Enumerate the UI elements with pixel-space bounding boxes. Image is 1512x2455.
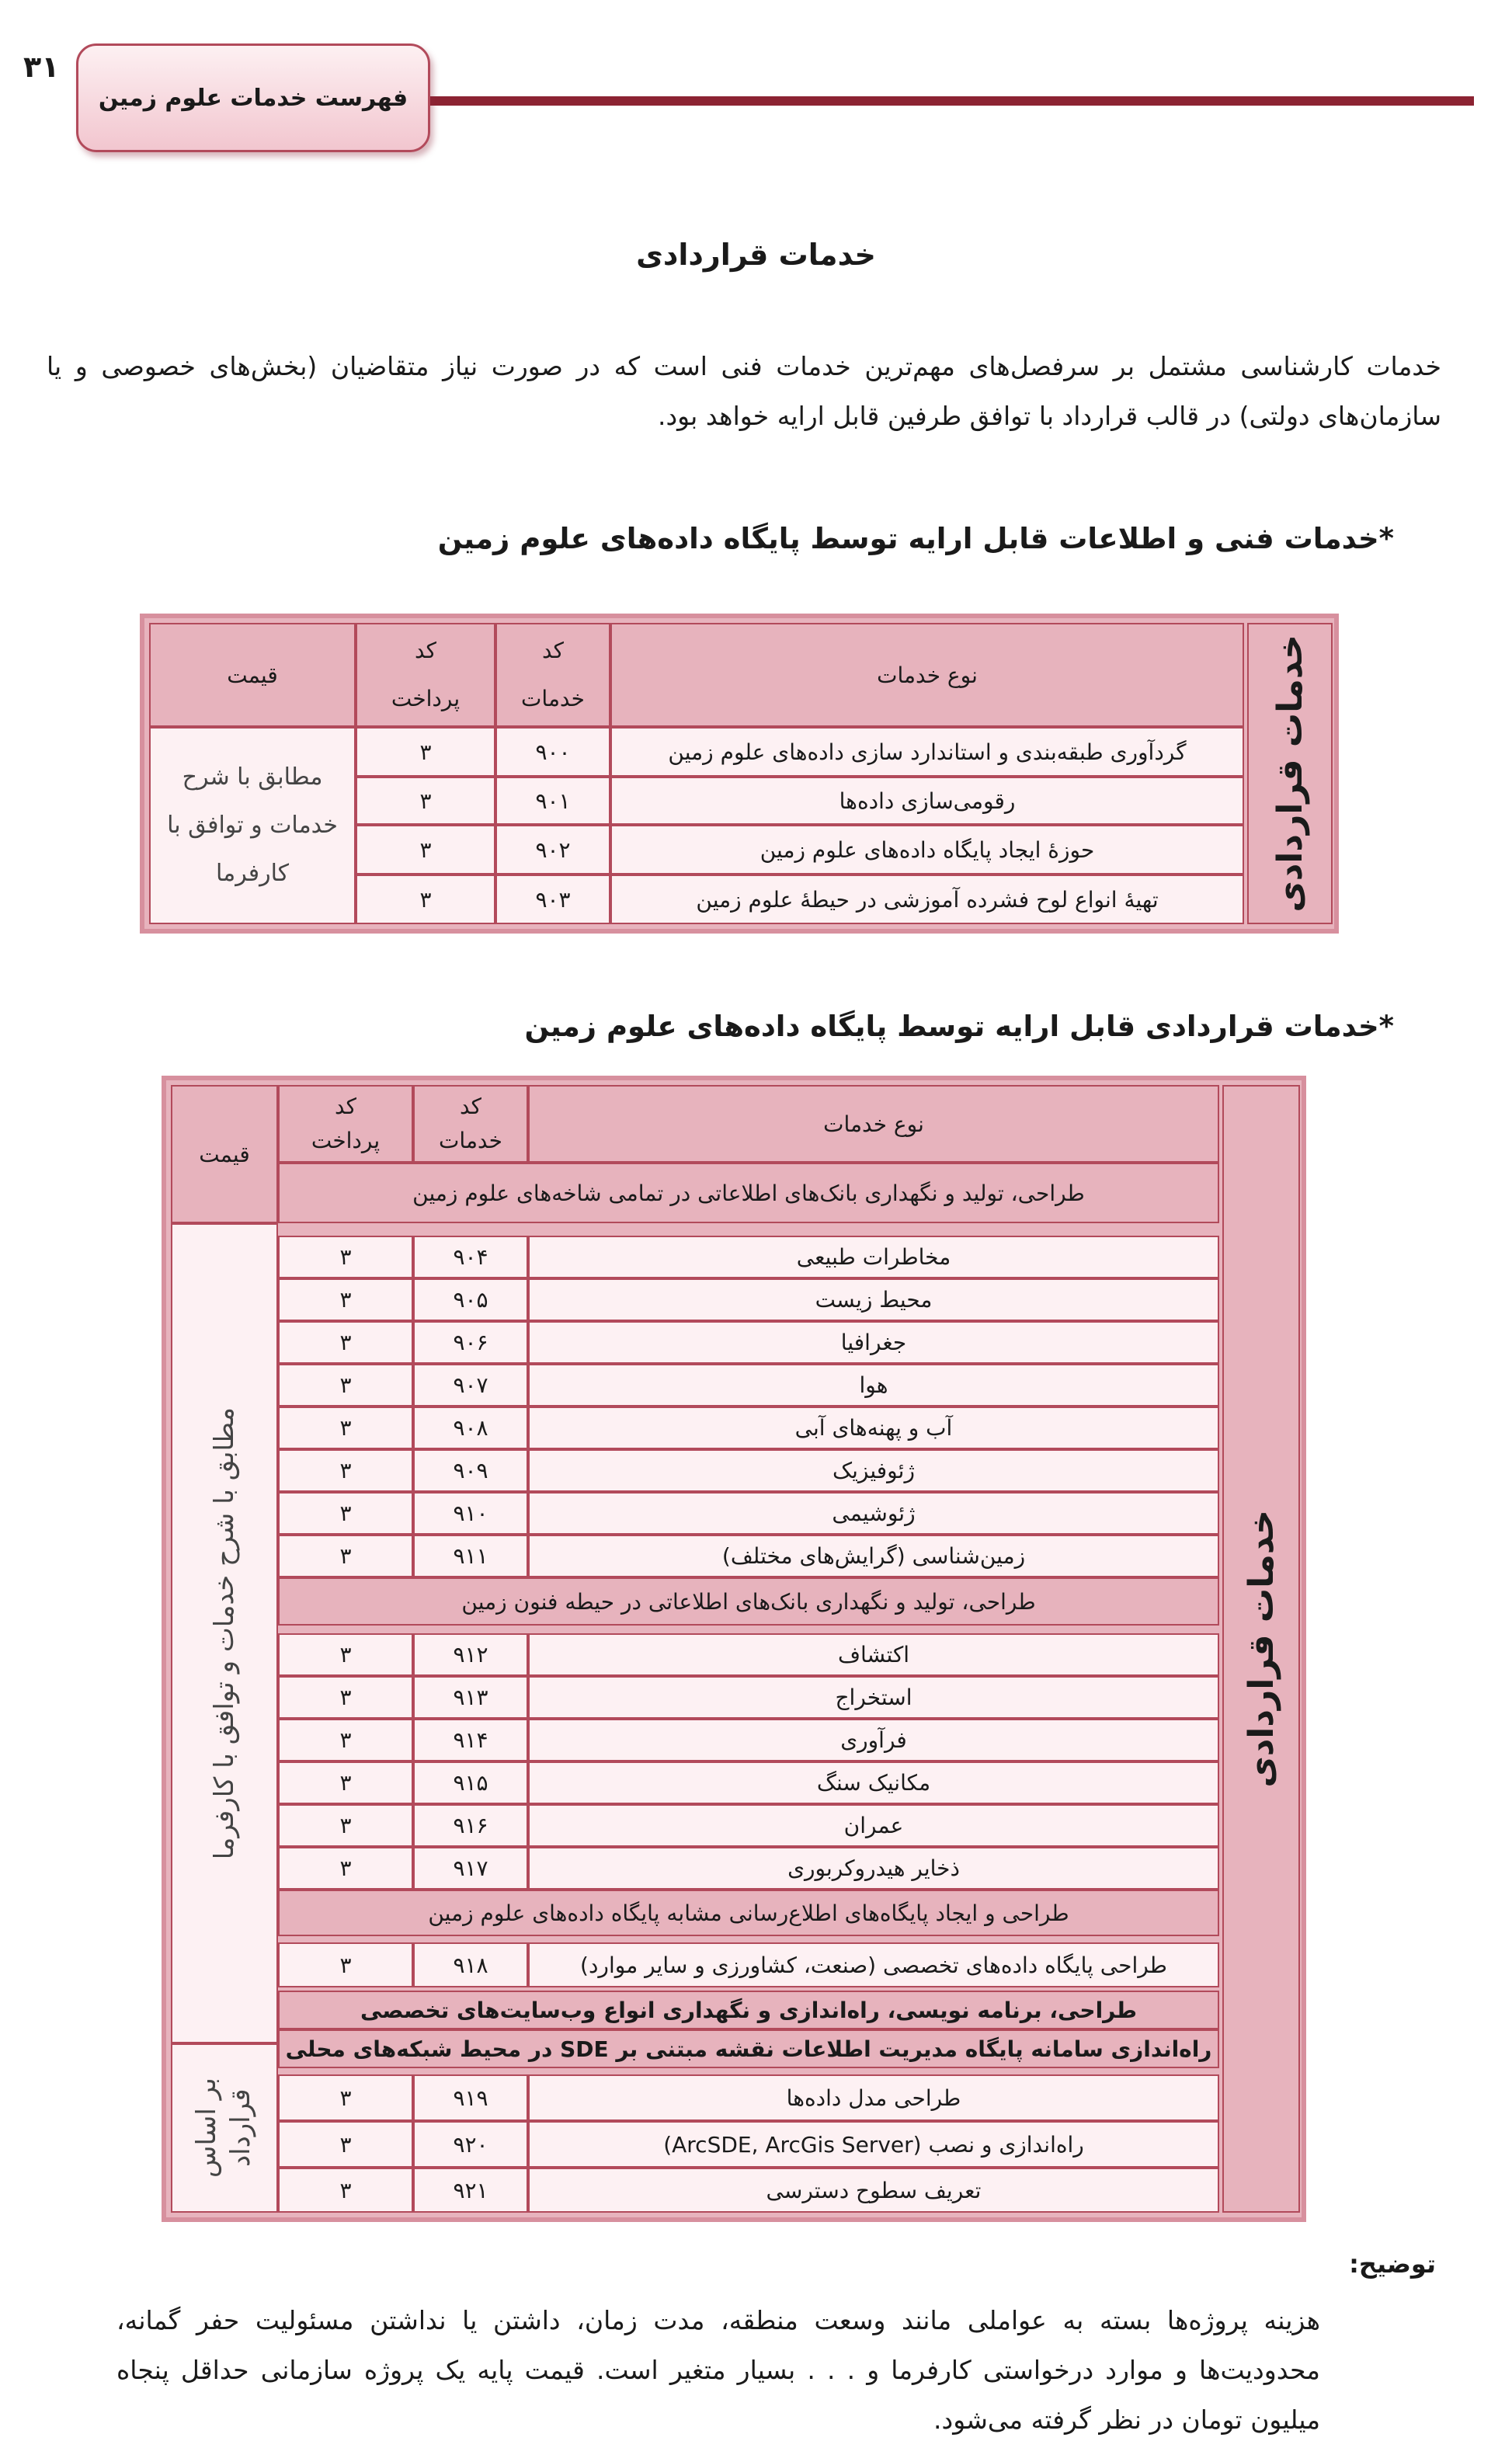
table2-price-contract-cell [171,2043,278,2213]
table2-row-code: ۹۰۹ [413,1449,528,1492]
table2-row-code: ۹۰۶ [413,1321,528,1364]
table2-row-code: ۹۰۴ [413,1236,528,1278]
table2-row-code: ۹۱۱ [413,1535,528,1577]
table2-row-pay: ۳ [278,2074,413,2121]
header-rule [419,96,1474,106]
table2-row-code: ۹۱۰ [413,1492,528,1535]
table2-side-label: خدمات قراردادی [1241,1510,1281,1788]
table1-price-note: مطابق با شرح خدمات و توافق با کارفرما [149,727,356,924]
table2-row-pay: ۳ [278,1321,413,1364]
table2-row-service: هوا [528,1364,1219,1407]
table2-row-pay: ۳ [278,1719,413,1761]
table2-row-service: ژئوفیزیک [528,1449,1219,1492]
table2-row-service: تعریف سطوح دسترسی [528,2168,1219,2213]
table1-row-code: ۹۰۱ [495,777,610,825]
table2-row-service: اکتشاف [528,1633,1219,1676]
table2-group1-title: طراحی، تولید و نگهداری بانک‌های اطلاعاتی در تمامی شاخه‌های علوم زمین [278,1163,1219,1223]
table2-row-pay: ۳ [278,2121,413,2168]
table2-row-service: محیط زیست [528,1278,1219,1321]
table1-row-service: حوزهٔ ایجاد پایگاه داده‌های علوم زمین [610,825,1244,875]
table2-row-service: عمران [528,1804,1219,1847]
table1-row-code: ۹۰۰ [495,727,610,777]
table2-row-service: مکانیک سنگ [528,1761,1219,1804]
table2-row-pay: ۳ [278,1633,413,1676]
table2-row-service: استخراج [528,1676,1219,1719]
table2-row-service: فرآوری [528,1719,1219,1761]
table1-col-price: قیمت [149,623,356,727]
table1-side-label: خدمات قراردادی [1270,635,1310,913]
section-title: خدمات قراردادی [636,238,876,272]
table1-row-pay: ۳ [356,727,495,777]
table1-heading: *خدمات فنی و اطلاعات قابل ارایه توسط پایگاه داده‌های علوم زمین [437,522,1394,555]
header-tab: فهرست خدمات علوم زمین [76,43,430,152]
table2-col-payment-code: کد پرداخت [278,1085,413,1163]
table2-row-service: راه‌اندازی و نصب (ArcSDE, ArcGis Server) [528,2121,1219,2168]
table1-col-service-type: نوع خدمات [610,623,1244,727]
table2-row-pay: ۳ [278,1942,413,1987]
page-number: ۳۱ [23,50,60,84]
table1-row-code: ۹۰۲ [495,825,610,875]
notes-title: توضیح: [1349,2249,1436,2279]
table2-row-code: ۹۰۷ [413,1364,528,1407]
table2-row-pay: ۳ [278,1847,413,1890]
table2-row-code: ۹۱۹ [413,2074,528,2121]
table2-row-code: ۹۲۰ [413,2121,528,2168]
notes-body: هزینه پروژه‌ها بسته به عواملی مانند وسعت منطقه، مدت زمان، داشتن یا نداشتن مسئولیت حفر گمانه، محدودیت‌ها و موارد درخواستی کارفرما و . . . بسیار متغیر است. قیمت پایه یک پروژه سازمانی حداقل پنجاه میلیون تومان در نظر گرفته می‌شود. [116,2305,1320,2435]
table1-row-service: رقومی‌سازی داده‌ها [610,777,1244,825]
table2-row-code: ۹۰۵ [413,1278,528,1321]
table1-row-pay: ۳ [356,777,495,825]
table2-side-label-cell [1222,1085,1300,2213]
table2-heading: *خدمات قراردادی قابل ارایه توسط پایگاه داده‌های علوم زمین [524,1010,1394,1043]
table2-row-pay: ۳ [278,1449,413,1492]
table1-row-service: تهیهٔ انواع لوح فشرده آموزشی در حیطهٔ علوم زمین [610,875,1244,924]
table2-row-pay: ۳ [278,1535,413,1577]
table2-row-pay: ۳ [278,1676,413,1719]
table2-row-code: ۹۱۳ [413,1676,528,1719]
table2-row-code: ۹۱۴ [413,1719,528,1761]
table2-col-service-code: کد خدمات [413,1085,528,1163]
table2-row-code: ۹۱۲ [413,1633,528,1676]
table2-col-service-type: نوع خدمات [528,1085,1219,1163]
table1-row-pay: ۳ [356,825,495,875]
table2-row-pay: ۳ [278,1492,413,1535]
table2-row-pay: ۳ [278,1278,413,1321]
table2-row-pay: ۳ [278,1761,413,1804]
table2-row-service: طراحی مدل داده‌ها [528,2074,1219,2121]
table2-row-service: مخاطرات طبیعی [528,1236,1219,1278]
table2-group3-title: طراحی و ایجاد پایگاه‌های اطلاع‌رسانی مشابه پایگاه داده‌های علوم زمین [278,1890,1219,1936]
table1-row-service: گردآوری طبقه‌بندی و استاندارد سازی داده‌های علوم زمین [610,727,1244,777]
table2-row-code: ۹۱۸ [413,1942,528,1987]
intro-paragraph: خدمات کارشناسی مشتمل بر سرفصل‌های مهم‌ترین خدمات فنی است که در صورت نیاز متقاضیان (بخش‌های خصوصی و یا سازمان‌های دولتی) در قالب قرارداد با توافق طرفین قابل ارایه خواهد بود. [47,351,1441,431]
table2 [162,1076,1306,2222]
table2-group4-title: طراحی، برنامه نویسی، راه‌اندازی و نگهداری انواع وب‌سایت‌های تخصصی [278,1991,1219,2029]
table2-row-service: جغرافیا [528,1321,1219,1364]
table1 [140,614,1339,934]
table2-price-contract: بر اساس قرارداد [191,2078,256,2179]
table1-col-payment-code: کد پرداخت [356,623,495,727]
table2-row-code: ۹۲۱ [413,2168,528,2213]
table2-row-code: ۹۰۸ [413,1407,528,1449]
table1-row-code: ۹۰۳ [495,875,610,924]
table2-row-service: ذخایر هیدروکربوری [528,1847,1219,1890]
table2-row-pay: ۳ [278,1407,413,1449]
table2-row-service: زمین‌شناسی (گرایش‌های مختلف) [528,1535,1219,1577]
table2-row-pay: ۳ [278,1364,413,1407]
table1-side-label-cell [1247,623,1333,924]
table2-row-code: ۹۱۷ [413,1847,528,1890]
table2-row-pay: ۳ [278,1236,413,1278]
table2-col-price: قیمت [171,1085,278,1223]
table2-group2-title: طراحی، تولید و نگهداری بانک‌های اطلاعاتی در حیطه فنون زمین [278,1577,1219,1626]
table2-row-service: ژئوشیمی [528,1492,1219,1535]
table2-group5-title: راه‌اندازی سامانه پایگاه مدیریت اطلاعات نقشه مبتنی بر SDE در محیط شبکه‌های محلی [278,2029,1219,2068]
table2-row-service: آب و پهنه‌های آبی [528,1407,1219,1449]
table1-col-service-code: کد خدمات [495,623,610,727]
table2-price-note: مطابق با شرح خدمات و توافق با کارفرما [209,1407,240,1860]
table2-row-pay: ۳ [278,1804,413,1847]
table1-row-pay: ۳ [356,875,495,924]
table2-row-code: ۹۱۵ [413,1761,528,1804]
table2-price-note-cell [171,1223,278,2043]
table2-row-pay: ۳ [278,2168,413,2213]
table2-row-service: طراحی پایگاه داده‌های تخصصی (صنعت، کشاورزی و سایر موارد) [528,1942,1219,1987]
table2-row-code: ۹۱۶ [413,1804,528,1847]
